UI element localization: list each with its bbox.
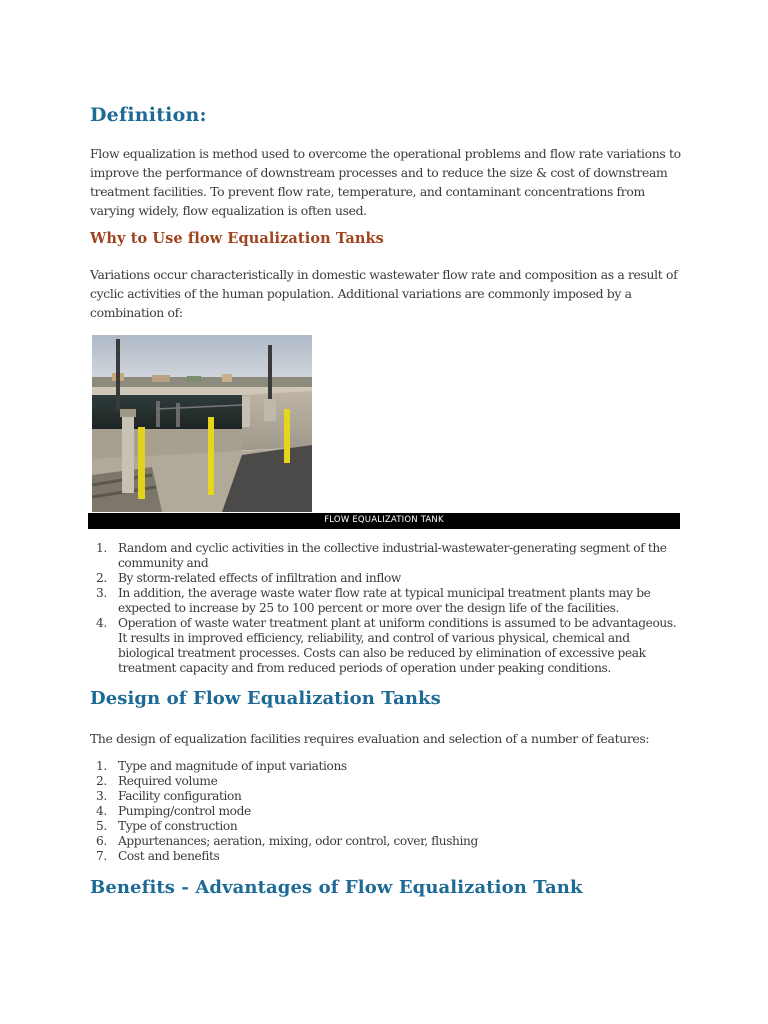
list-item: 2. Required volume <box>96 774 218 788</box>
list-item-text: Type of construction <box>118 819 238 833</box>
list-item-text: Appurtenances; aeration, mixing, odor control, cover, flushing <box>118 834 478 848</box>
list-item: 6. Appurtenances; aeration, mixing, odor control, cover, flushing <box>96 834 478 848</box>
why-paragraph: Variations occur characteristically in domestic wastewater flow rate and composition as a result of cyclic activities of the human population. Additional variations are commonly imposed by a combination of: <box>90 267 678 320</box>
list-item: 1. Type and magnitude of input variations <box>96 759 347 773</box>
list-item-text: Operation of waste water treatment plant at uniform conditions is assumed to be advantageous. It results in improved efficiency, reliability, and control of various physical, chemical and biological treatment processes. Costs can also be reduced by elimination of excessive peak treatment capacity and from reduced periods of operation under peaking conditions. <box>118 616 677 675</box>
list-item: 4. Operation of waste water treatment plant at uniform conditions is assumed to be advantageous. It results in improved efficiency, reliability, and control of various physical, chemical and biological treatment processes. Costs can also be reduced by elimination of excessive peak treatment capacity and from reduced periods of operation under peaking conditions. <box>96 616 677 675</box>
definition-paragraph: Flow equalization is method used to overcome the operational problems and flow rate variations to improve the performance of downstream processes and to reduce the size & cost of downstream treatment facilities. To prevent flow rate, temperature, and contaminant concentrations from varying widely, flow equalization is often used. <box>90 146 681 218</box>
list-item-text: Type and magnitude of input variations <box>118 759 347 773</box>
list-item-text: Pumping/control mode <box>118 804 251 818</box>
design-paragraph: The design of equalization facilities requires evaluation and selection of a number of features: <box>90 731 650 746</box>
flow-equalization-tank-photo <box>92 335 312 512</box>
list-item-text: By storm-related effects of infiltration and inflow <box>118 571 401 585</box>
list-item: 3. Facility configuration <box>96 789 242 803</box>
benefits-heading: Benefits - Advantages of Flow Equalization Tank <box>90 877 583 898</box>
image-caption-bar <box>88 513 680 529</box>
list-item-text: Cost and benefits <box>118 849 220 863</box>
list-item: 1. Random and cyclic activities in the collective industrial-wastewater-generating segment of the community and <box>96 541 667 570</box>
list-item: 2. By storm-related effects of infiltration and inflow <box>96 571 401 585</box>
list-item: 4. Pumping/control mode <box>96 804 251 818</box>
design-heading: Design of Flow Equalization Tanks <box>90 688 441 709</box>
list-item: 7. Cost and benefits <box>96 849 220 863</box>
variations-list <box>90 541 685 676</box>
design-features-list <box>90 759 685 864</box>
list-item-text: Facility configuration <box>118 789 242 803</box>
image-caption: FLOW EQUALIZATION TANK <box>324 515 444 525</box>
list-item-text: Random and cyclic activities in the collective industrial-wastewater-generating segment of the community and <box>118 541 667 570</box>
definition-heading: Definition: <box>90 104 207 126</box>
list-item-text: Required volume <box>118 774 218 788</box>
list-item: 3. In addition, the average waste water flow rate at typical municipal treatment plants may be expected to increase by 25 to 100 percent or more over the design life of the facilities. <box>96 586 651 615</box>
list-item-text: In addition, the average waste water flow rate at typical municipal treatment plants may be expected to increase by 25 to 100 percent or more over the design life of the facilities. <box>118 586 651 615</box>
list-item: 5. Type of construction <box>96 819 238 833</box>
why-heading: Why to Use flow Equalization Tanks <box>90 230 384 247</box>
